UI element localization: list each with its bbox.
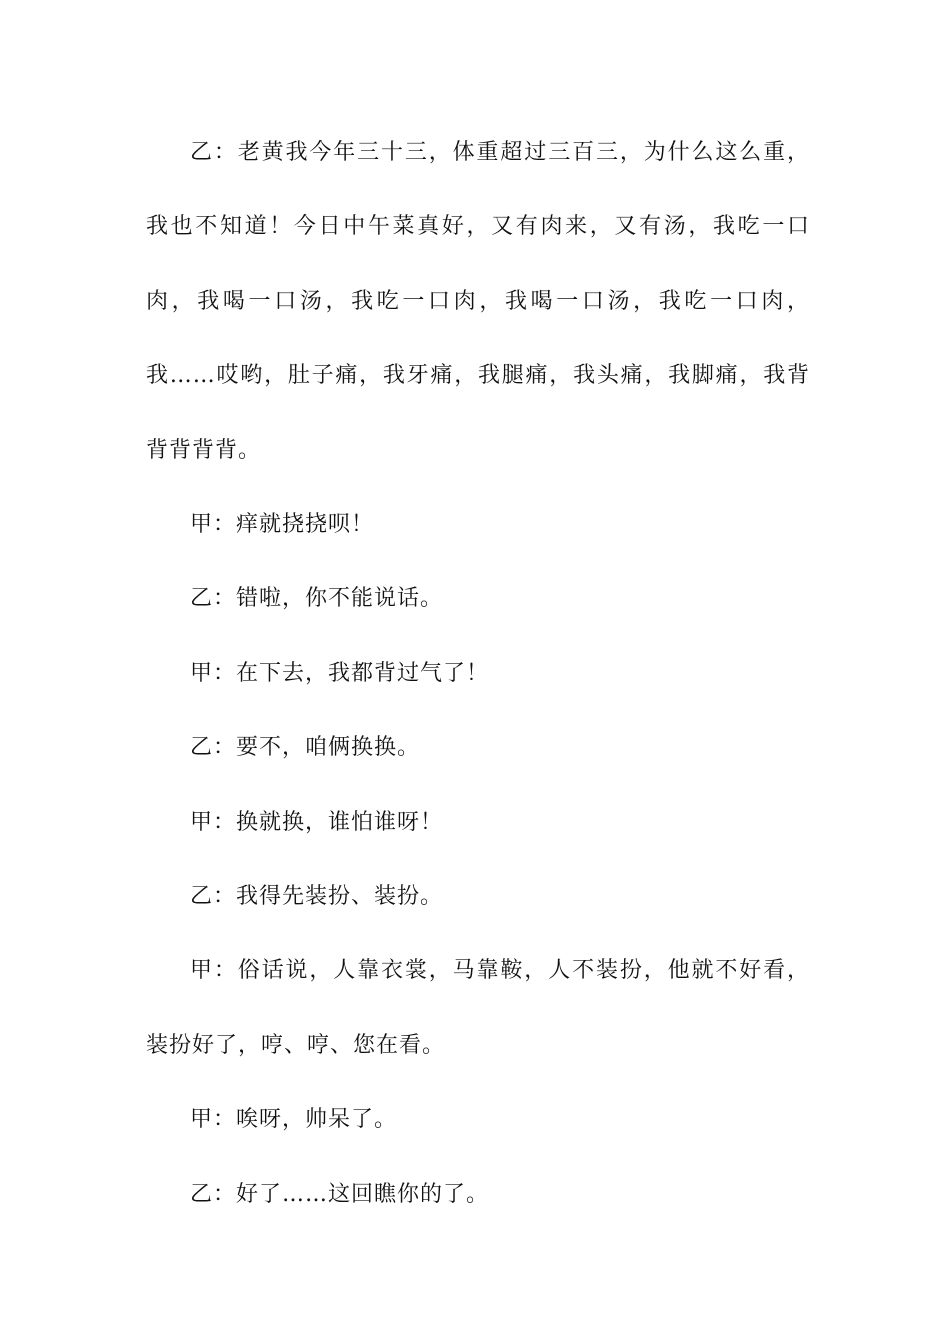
paragraph-5: 乙：要不，咱俩换换。	[190, 735, 421, 761]
paragraph-1: 乙：老黄我今年三十三，体重超过三百三，为什么这么重，我也不知道！今日中午菜真好，又有肉来，又有汤，我吃一口肉，我喝一口汤，我吃一口肉，我喝一口汤，我吃一口肉，我……哎哟，肚子痛，我牙痛，我腿痛，我头痛，我脚痛，我背背背背背。	[146, 140, 810, 463]
paragraph-9: 甲：唉呀，帅呆了。	[190, 1107, 398, 1133]
paragraph-4: 甲：在下去，我都背过气了！	[190, 660, 490, 686]
paragraph-7: 乙：我得先装扮、装扮。	[190, 884, 444, 910]
paragraph-10: 乙：好了……这回瞧你的了。	[190, 1181, 490, 1207]
paragraph-3: 乙：错啦，你不能说话。	[190, 586, 444, 612]
paragraph-2: 甲：痒就挠挠呗！	[190, 512, 375, 538]
dialogue-text	[146, 116, 810, 1232]
paragraph-6: 甲：换就换，谁怕谁呀！	[190, 809, 444, 835]
paragraph-8: 甲：俗话说，人靠衣裳，马靠鞍，人不装扮，他就不好看，装扮好了，哼、哼、您在看。	[146, 958, 810, 1058]
